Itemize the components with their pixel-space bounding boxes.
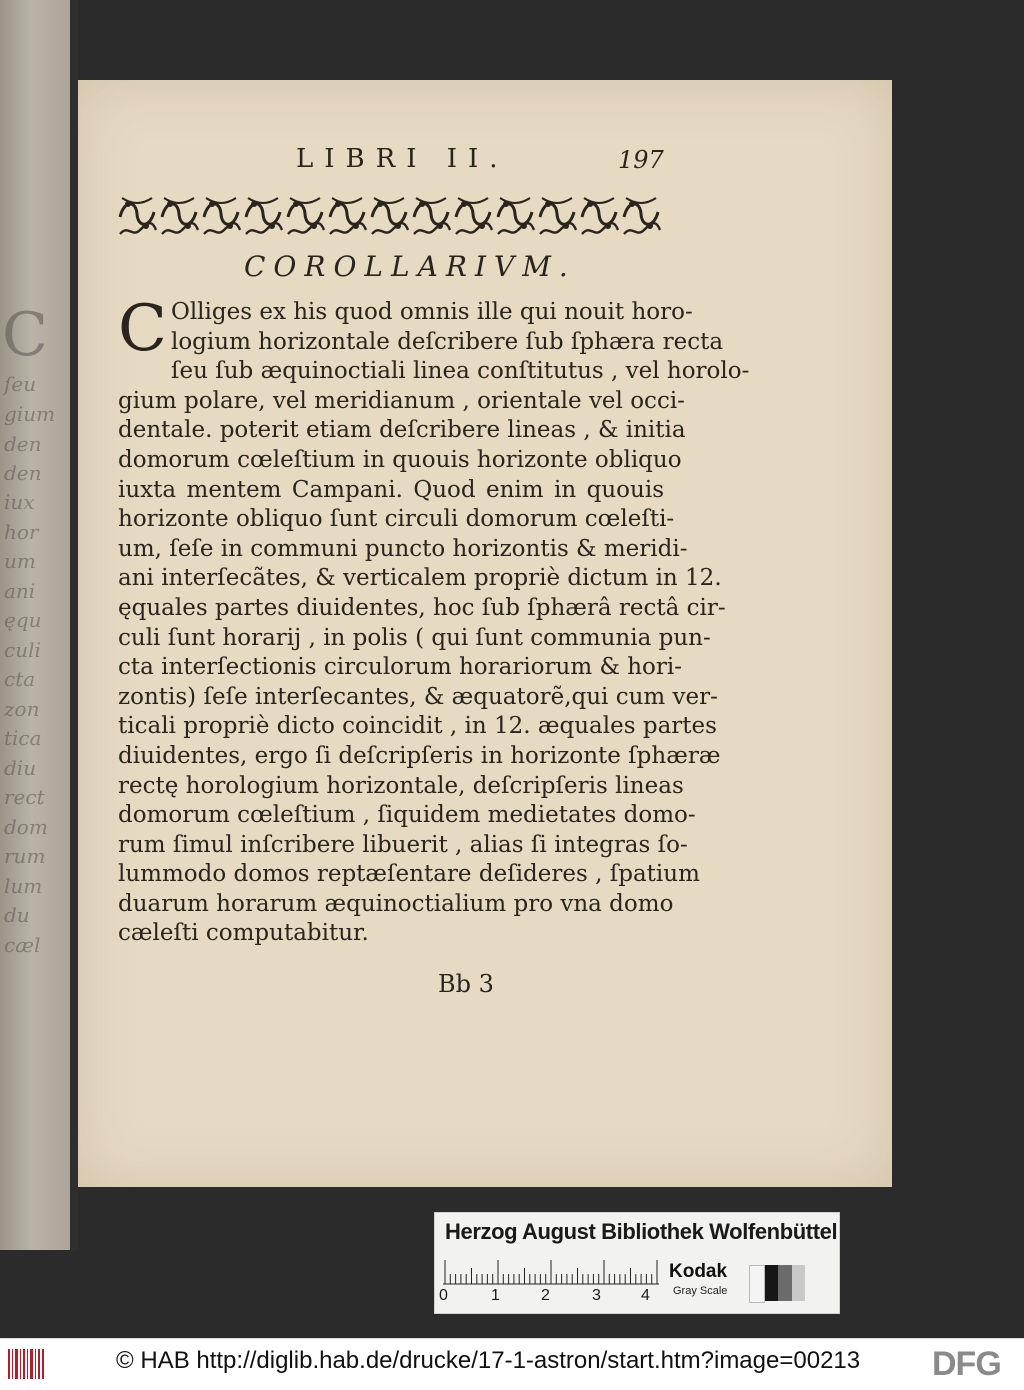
text-line: cæleſti computabitur. xyxy=(118,920,369,947)
text-line: ęquales partes diuidentes, hoc ſub ſphærâ rectâ cir- xyxy=(118,594,726,621)
ghost-text: den xyxy=(4,432,42,456)
ghost-text: gium xyxy=(4,402,56,426)
text-line: ticali propriè dicto coincidit , in 12. æquales partes xyxy=(118,713,717,740)
text-line: culi ſunt horarij , in polis ( qui ſunt communia pun- xyxy=(118,624,711,651)
signature-mark: Bb 3 xyxy=(438,970,494,998)
scale-number: 2 xyxy=(541,1287,550,1304)
ghost-text: ęqu xyxy=(4,608,42,632)
text-line: domorum cœleſtium , ſiquidem medietates domo- xyxy=(118,802,696,829)
previous-page-edge xyxy=(0,0,78,1250)
ghost-text: tica xyxy=(4,726,42,750)
scale-number: 1 xyxy=(491,1287,500,1304)
page-number: 197 xyxy=(618,146,664,174)
ornament-band xyxy=(116,194,662,240)
scale-ruler xyxy=(443,1259,659,1285)
text-line: logium horizontale deſcribere ſub ſphæra recta xyxy=(170,328,724,355)
ghost-text: rum xyxy=(4,844,46,868)
text-line: gium polare, vel meridianum , orientale vel occi- xyxy=(118,387,685,414)
ghost-text: zon xyxy=(4,697,40,721)
text-line: ani interſecãtes, & verticalem propriè dictum in 12. xyxy=(118,565,722,592)
text-line: Olliges ex his quod omnis ille qui nouit horo- xyxy=(170,299,693,325)
kodak-subtitle: Gray Scale xyxy=(673,1285,728,1297)
ghost-text: culi xyxy=(4,638,41,662)
ghost-letter: C xyxy=(2,300,48,370)
text-line: rectę horologium horizontale, deſcripſeris lineas xyxy=(118,772,684,799)
text-line: lummodo domos reptæſentare deſideres , ſpatium xyxy=(118,861,700,888)
text-line: cta interſectionis circulorum horariorum & hori- xyxy=(118,654,683,681)
gray-scale-patches xyxy=(749,1265,805,1301)
ghost-text: rect xyxy=(4,785,45,809)
ghost-text: iux xyxy=(4,490,35,514)
kodak-brand: Kodak xyxy=(669,1261,728,1282)
ghost-text: cta xyxy=(4,667,36,691)
body-text xyxy=(118,292,750,949)
text-line: rum ſimul inſcribere libuerit , alias ſi integras ſo- xyxy=(118,831,688,858)
barcode-icon xyxy=(8,1349,44,1379)
text-line: um, ſeſe in communi puncto horizontis & meridi- xyxy=(118,535,688,562)
gutter-strip xyxy=(70,0,78,1250)
ghost-text: lum xyxy=(4,874,43,898)
ghost-text: ani xyxy=(4,579,36,603)
scale-number: 0 xyxy=(439,1287,448,1304)
dropcap: C xyxy=(118,292,167,366)
copyright-url[interactable]: © HAB http://diglib.hab.de/drucke/17-1-astron/start.htm?image=00213 xyxy=(116,1347,861,1374)
footer-bar xyxy=(0,1338,1024,1390)
ghost-text: diu xyxy=(4,756,37,780)
text-line: horizonte obliquo ſunt circuli domorum cœleſti- xyxy=(118,506,675,533)
ghost-text: du xyxy=(4,903,30,927)
library-name: Herzog August Bibliothek Wolfenbüttel xyxy=(445,1219,838,1244)
text-line: iuxta mentem Campani. Quod enim in quouis xyxy=(118,476,664,503)
text-line: zontis) ſeſe interſecantes, & æquatorẽ,qui cum ver- xyxy=(118,683,718,710)
ghost-text: ſeu xyxy=(4,372,37,396)
library-label xyxy=(434,1212,840,1314)
running-head: LIBRI II. xyxy=(296,144,509,174)
text-line: duarum horarum æquinoctialium pro vna domo xyxy=(118,890,674,917)
text-line: dentale. poterit etiam deſcribere lineas , & initia xyxy=(118,417,686,444)
scale-number: 4 xyxy=(641,1287,650,1304)
ghost-text: den xyxy=(4,461,42,485)
ghost-text: cæl xyxy=(4,933,41,957)
scale-number: 3 xyxy=(592,1287,601,1304)
dfg-logo: DFG xyxy=(932,1345,1001,1383)
text-line: domorum cœleſtium in quouis horizonte obliquo xyxy=(118,446,682,473)
ghost-text: hor xyxy=(4,520,39,544)
text-line: diuidentes, ergo ſi deſcripſeris in horizonte ſphæræ xyxy=(118,742,721,769)
text-line: ſeu ſub æquinoctiali linea conſtitutus , vel horolo- xyxy=(170,358,750,385)
section-title: COROLLARIVM. xyxy=(244,250,576,283)
ghost-text: um xyxy=(4,549,36,573)
ghost-text: dom xyxy=(4,815,48,839)
